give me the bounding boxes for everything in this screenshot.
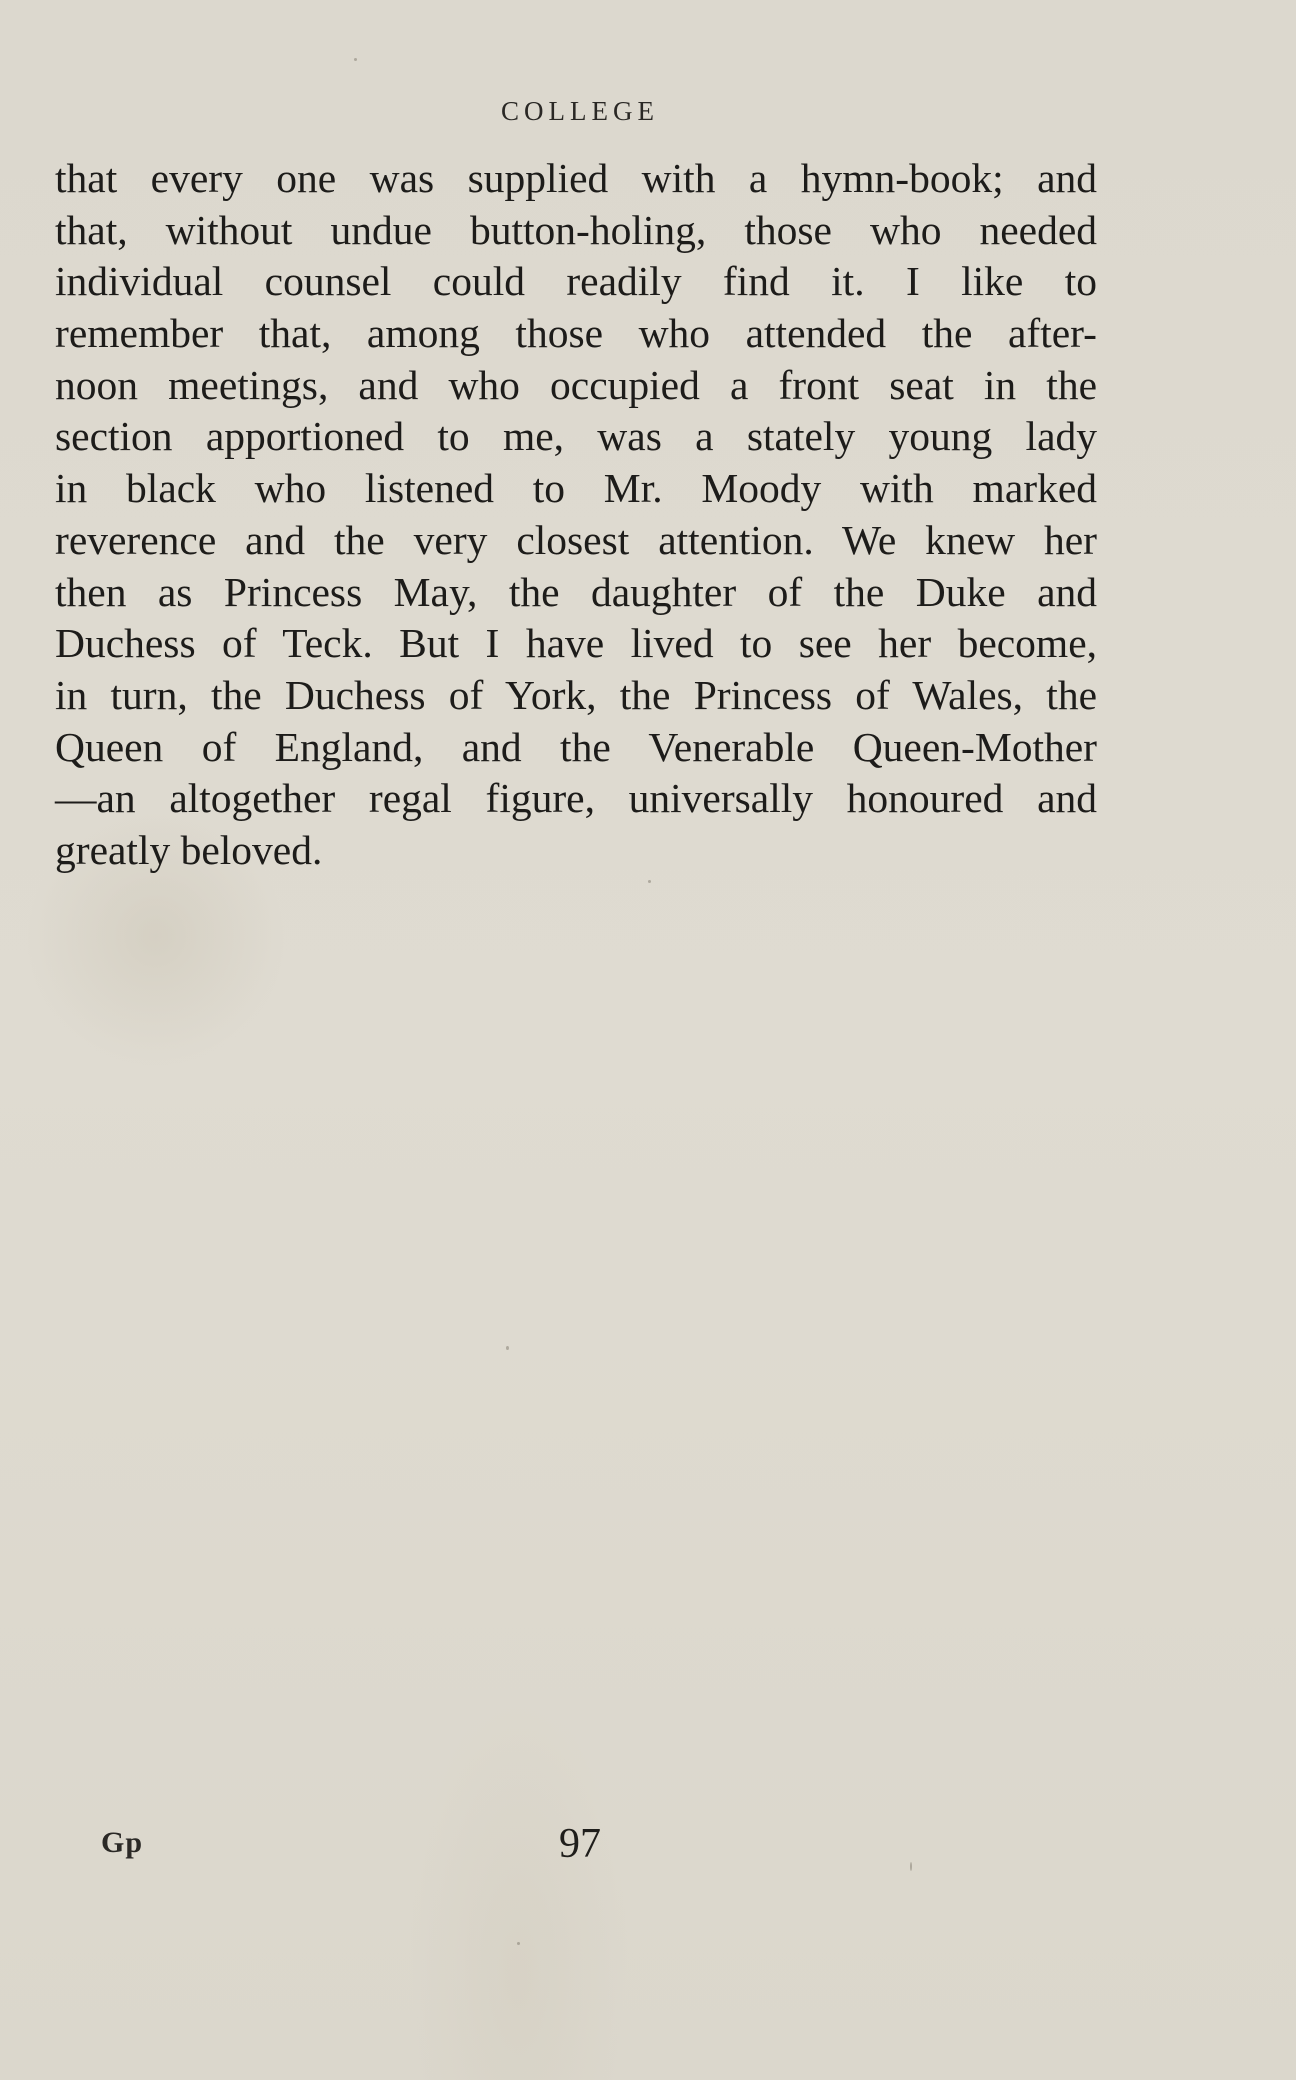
text-line: noon meetings, and who occupied a front seat in the — [55, 361, 1097, 408]
page-number: 97 — [559, 1821, 601, 1867]
paper-speck — [354, 58, 357, 61]
text-line: then as Princess May, the daughter of the Duke and — [55, 568, 1097, 615]
text-line: that every one was supplied with a hymn-book; and — [55, 155, 1097, 201]
text-line: that, without undue button-holing, those who needed — [55, 206, 1097, 253]
text-line: individual counsel could readily find it. I like to — [55, 258, 1097, 305]
body-paragraph — [55, 153, 1097, 877]
text-line: in black who listened to Mr. Moody with marked — [55, 465, 1097, 512]
paper-speck — [517, 1942, 520, 1945]
text-line: Duchess of Teck. But I have lived to see her become, — [55, 620, 1097, 667]
signature-mark: Gp — [101, 1826, 144, 1859]
paper-speck — [910, 1862, 912, 1871]
paper-speck — [506, 1346, 509, 1350]
text-line: remember that, among those who attended the after- — [55, 310, 1097, 357]
running-head: COLLEGE — [501, 96, 659, 126]
text-line: in turn, the Duchess of York, the Princess of Wales, the — [55, 671, 1097, 718]
text-line: Queen of England, and the Venerable Queen-Mother — [55, 723, 1097, 770]
text-line-last: greatly beloved. — [55, 826, 323, 873]
text-line: section apportioned to me, was a stately young lady — [55, 413, 1097, 460]
paper-speck — [648, 880, 651, 883]
text-line: reverence and the very closest attention. We knew her — [55, 516, 1097, 563]
text-line: —an altogether regal figure, universally honoured and — [55, 775, 1097, 822]
